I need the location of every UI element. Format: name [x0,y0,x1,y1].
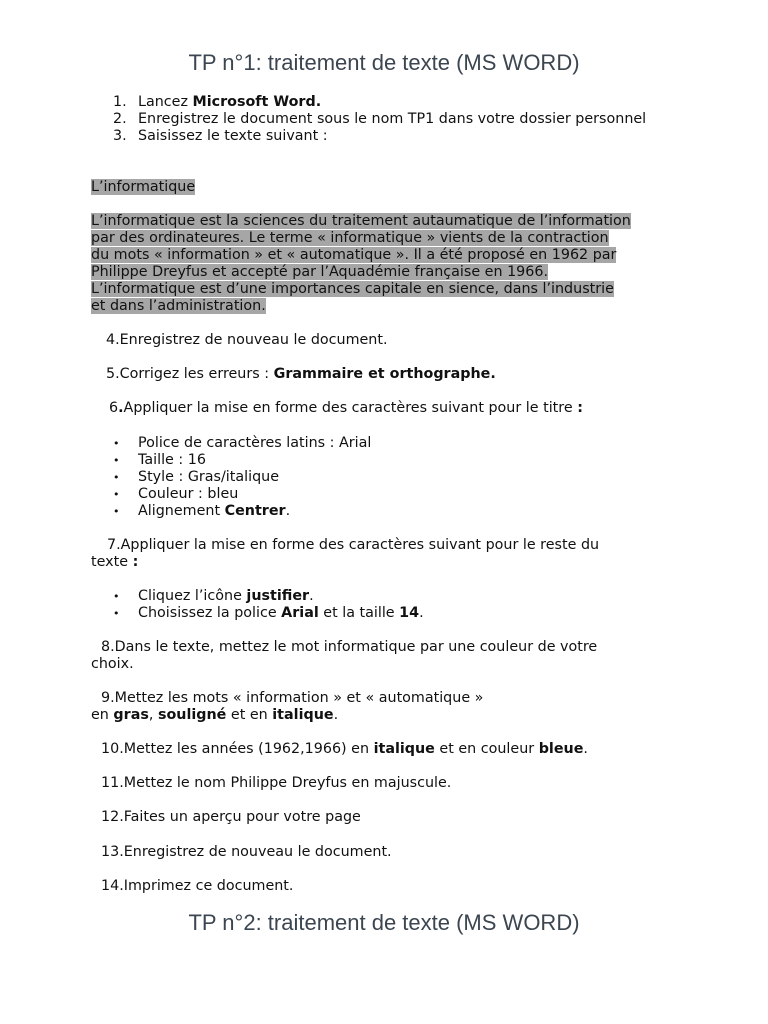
step-number: 3. [113,128,127,144]
step-number: 1. [113,94,127,110]
item-text: Choisissez la police [138,605,282,621]
item-text: Alignement [138,503,225,519]
step-6 [109,400,709,417]
step-bold: : [132,554,139,570]
list-item [91,111,691,128]
step-10 [101,741,701,758]
list-item: • Police de caractères latins : Arial [91,435,691,452]
step-text: Appliquer la mise en forme des caractères suivant pour le titre [123,400,578,416]
sample-line: par des ordinateures. Le terme « informatique » vients de la contraction [91,230,609,246]
item-bold: Centrer [224,503,286,519]
list-item [91,605,691,622]
step-bold: gras [113,707,149,723]
list-item [91,94,691,111]
sample-line: L’informatique est la sciences du traitement autaumatique de l’information [91,213,631,229]
sample-heading-text: L’informatique [91,179,196,195]
step-bold-dot: . [118,400,124,416]
item-text-mid: et la taille [318,605,400,621]
steps-list-top [91,94,691,145]
item-bold: 14 [399,605,420,621]
item-bold: Arial [281,605,319,621]
list-item [91,128,691,145]
step-text: 8.Dans le texte, mettez le mot informatique par une couleur de votre [101,639,598,655]
step-12: 12.Faites un aperçu pour votre page [101,809,361,825]
sample-paragraph [91,213,711,315]
step-13: 13.Enregistrez de nouveau le document. [101,844,392,860]
list-item: • Couleur : bleu [91,486,691,503]
step-text-line2: texte [91,554,133,570]
step-text: 9.Mettez les mots « information » et « automatique » [101,690,484,706]
step-number: 2. [113,111,127,127]
item-text-end: . [419,605,424,621]
step-text-line2: choix. [91,656,134,672]
step-bold: italique [373,741,435,757]
item-bold: justifier [246,588,310,604]
step-bold: italique [272,707,334,723]
step-7 [91,537,691,571]
step-text: 10.Mettez les années (1962,1966) en [101,741,374,757]
step-text: 7.Appliquer la mise en forme des caractères suivant pour le reste du [107,537,600,553]
step-text: , [148,707,158,723]
step-text: . [333,707,339,723]
step-9 [91,690,691,724]
document-title-2: TP n°2: traitement de texte (MS WORD) [188,910,580,935]
step-text: et en [226,707,273,723]
step-8 [91,639,691,673]
list-item: • Style : Gras/italique [91,469,691,486]
list-item [91,503,691,520]
step-text: Lancez [138,94,193,110]
step-bold: : [577,400,583,416]
step-6-options [91,435,691,520]
step-bold: bleue [538,741,584,757]
sample-line: et dans l’administration. [91,298,266,314]
step-5 [106,366,706,383]
sample-heading [91,179,691,196]
step-bold: souligné [157,707,227,723]
step-bold: Microsoft Word. [192,94,322,110]
sample-line: Philippe Dreyfus et accepté par l’Aquadémie française en 1966. [91,264,549,280]
step-11: 11.Mettez le nom Philippe Dreyfus en majuscule. [101,775,452,791]
item-text: Cliquez l’icône [138,588,247,604]
step-bold: Grammaire et orthographe. [273,366,496,382]
step-14: 14.Imprimez ce document. [101,878,294,894]
step-text: Saisissez le texte suivant : [138,128,328,144]
list-item [91,588,691,605]
step-number: 6 [109,400,119,416]
step-text: en [91,707,114,723]
sample-line: L’informatique est d’une importances capitale en sience, dans l’industrie [91,281,614,297]
step-text: Enregistrez le document sous le nom TP1 dans votre dossier personnel [138,111,647,127]
document-title: TP n°1: traitement de texte (MS WORD) [188,50,580,75]
list-item: • Taille : 16 [91,452,691,469]
step-text: 5.Corrigez les erreurs : [106,366,274,382]
step-text: . [583,741,588,757]
step-7-options [91,588,691,622]
item-text-end: . [285,503,291,519]
sample-line: du mots « information » et « automatique ». Il a été proposé en 1962 par [91,247,617,263]
item-text-end: . [309,588,314,604]
step-4: 4.Enregistrez de nouveau le document. [106,332,388,348]
step-text: et en couleur [434,741,539,757]
